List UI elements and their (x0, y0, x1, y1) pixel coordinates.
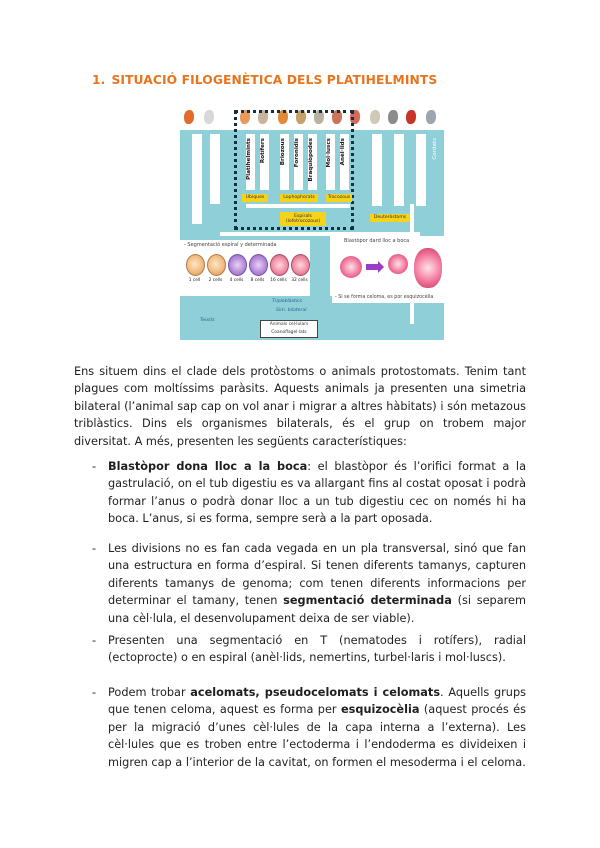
clade-label: Artròpodes (395, 138, 401, 169)
bold-term: Blastòpor dona lloc a la boca (108, 460, 308, 473)
list-item (92, 684, 526, 771)
clade-label: Cordats (432, 138, 438, 160)
arrow-icon (366, 264, 378, 270)
stage-label: 32 cells (291, 278, 308, 283)
gastrula-image (388, 254, 408, 274)
group-label-box: Lophophorats (280, 194, 318, 202)
clade-label: Rotífers (260, 138, 266, 164)
group-label-box: Deuteròstoms (370, 214, 410, 222)
clade-label: Cnidaris (211, 138, 217, 161)
group-label-box: Ubiques (242, 194, 268, 202)
small-label: Triploblàstics (272, 299, 303, 304)
intro-paragraph: Ens situem dins el clade dels protòstoms o animals protostomats. Tenim tant plagues com moltíssims paràsits. Aquests animals ja presenten una simetria bilateral (l’animal sap cap on vol anar i migrar a altres hàbitats) i són metazous triblàstics. Dins els organismes bilaterals, és el grup on trobem major diversitat. A més, presenten les següents característiques: (74, 365, 526, 448)
stage-label: 8 cells (250, 278, 265, 283)
phylogeny-figure (180, 104, 444, 340)
base-node-line: Animals cel·lulars (269, 322, 309, 327)
stage-label: 2 cells (208, 278, 223, 283)
embryo-stage-image (270, 254, 289, 276)
arthropod-image (388, 110, 398, 124)
clade-label: Platihelmints (246, 138, 252, 180)
bold-term: acelomats, pseudocelomats i celomats (190, 686, 441, 699)
clade-label: Braquiòpodes (308, 138, 314, 182)
bold-term: esquizocèlia (341, 703, 420, 717)
bullet-dash: - (92, 686, 97, 699)
cleavage-stages (186, 254, 310, 276)
clade-label: Nematodes (373, 138, 379, 171)
clade-label: Briozous (280, 138, 286, 166)
clade-label: Foronidis (294, 138, 300, 168)
base-node-line: Coanoflagel·lats (271, 330, 307, 335)
cnidarian-image (204, 110, 214, 124)
panel-title: - Segmentació espiral y determinada (184, 242, 277, 248)
spiral-segmentation-panel (180, 240, 310, 296)
blastula-image (340, 256, 362, 278)
list-item-text: Les divisions no es fan cada vegada en un pla transversal, sinó que fan una estructura en forma d’espiral. Si tenen diferents tamanys, capturen diferents tamanys de genoma; com tenen diferents informacions per determinar el tamany, tenen segmentació determinada (si separem una cèl·lula, el desenvolupament deixa de ser viable). (108, 542, 527, 625)
bullet-dash: - (92, 460, 97, 473)
embryo-section-image (414, 248, 442, 288)
list-item-text: Podem trobar acelomats, pseudocelomats i celomats. Aquells grups que tenen celoma, aquest es forma per esquizocèlia (aquest procés és per la migració d’unes cèl·lules de la capa interna a l’externa). Les cèl·lules que es troben entre l’ectoderma i l’endoderma es divideixen i migren cap a l’interior de la cavitat, on formen el mesoderma i el celoma. (108, 686, 527, 769)
stage-label: 4 cells (229, 278, 244, 283)
nematode-image (370, 110, 380, 124)
list-item-text: Presenten una segmentació en T (nematodes i rotífers), radial (ectoprocte) o en espiral (anèl·lids, nemertins, turbel·laris i mol·luscs). (108, 634, 526, 665)
base-node-box (260, 320, 318, 338)
small-label: Sim. bilateral (276, 308, 307, 313)
bullet-dash: - (92, 634, 97, 647)
small-label: Teixits (200, 318, 215, 323)
list-item-text: Blastòpor dona lloc a la boca: el blastòpor és l’orifici format a la gastrulació, on el tub digestiu es va allargant fins al costat oposat i podrà formar l’anus o podrà donar lloc a un tub digestiu cec on només hi ha boca. L’anus, si es forma, sempre serà a la part oposada. (108, 460, 526, 526)
coelom-caption: - Si se forma celoma, es por esquizocèlia (332, 294, 444, 303)
list-item (92, 632, 526, 667)
list-item (92, 540, 526, 627)
embryo-stage-image (207, 254, 226, 276)
heading-title: SITUACIÓ FILOGENÈTICA DELS PLATIHELMINTS (111, 73, 438, 87)
heading-number: 1. (92, 73, 106, 87)
section-heading (92, 73, 437, 87)
group-label-box: Trocozous (327, 195, 351, 201)
stage-label: 16 cells (270, 278, 287, 283)
embryo-stage-image (249, 254, 268, 276)
chordate-image (426, 110, 436, 124)
clade-label: Porífers (193, 138, 199, 160)
echinoderm-image (406, 110, 416, 124)
embryo-stage-image (186, 254, 205, 276)
embryo-stage-image (291, 254, 310, 276)
stage-label: 1 cell (188, 278, 201, 283)
clade-label: Mol·luscs (326, 138, 332, 168)
sponge-image (184, 110, 194, 124)
bullet-dash: - (92, 542, 97, 555)
embryo-stage-image (228, 254, 247, 276)
clade-label: Equinoderms (417, 138, 423, 175)
bold-term: segmentació determinada (283, 594, 452, 608)
group-label-box: Espirals (lofotrocozous) (280, 212, 326, 226)
blastopore-panel (330, 236, 444, 296)
clade-label: Anèl·lids (340, 138, 346, 166)
panel-title: Blastòpor dard lloc a boca (344, 238, 410, 244)
list-item (92, 458, 526, 528)
stage-labels (185, 278, 309, 283)
